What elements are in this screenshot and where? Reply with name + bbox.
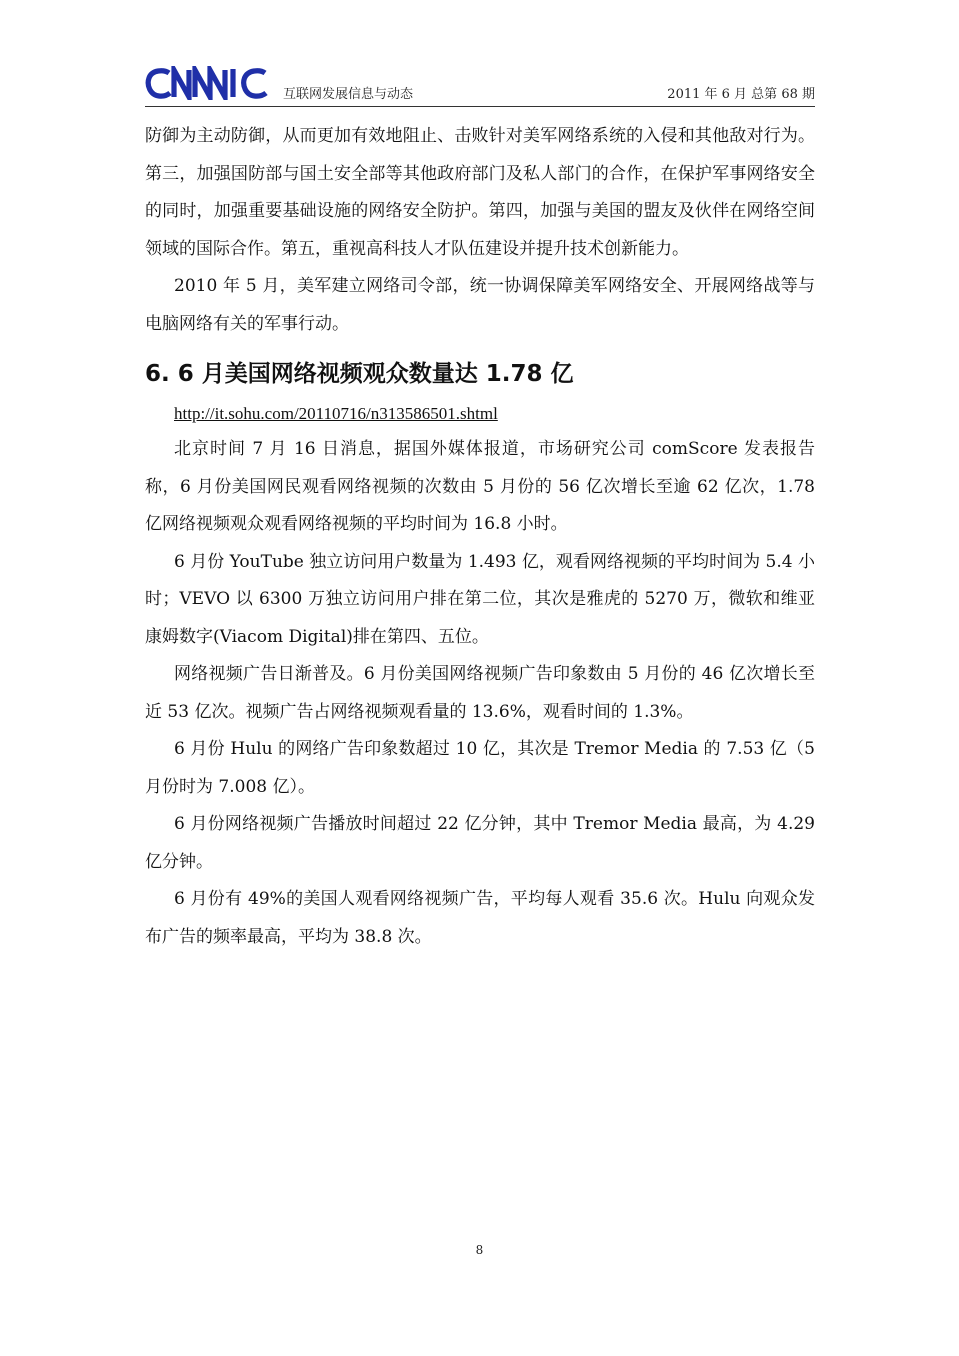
section-paragraph: 6 月份有 49%的美国人观看网络视频广告，平均每人观看 35.6 次。Hulu 向观众发布广告的频率最高，平均为 38.8 次。 xyxy=(145,889,815,947)
source-link[interactable]: http://it.sohu.com/20110716/n313586501.shtml xyxy=(174,404,498,423)
page-number: 8 xyxy=(475,1243,484,1257)
cnnic-logo xyxy=(145,66,273,100)
section-heading: 6. 6 月美国网络视频观众数量达 1.78 亿 xyxy=(145,361,574,387)
cnnic-logo-icon xyxy=(145,66,273,100)
header-divider xyxy=(145,106,815,107)
paragraph-cyber-command: 2010 年 5 月，美军建立网络司令部，统一协调保障美军网络安全、开展网络战等与电脑网络有关的军事行动。 xyxy=(145,276,815,334)
section-paragraph: 北京时间 7 月 16 日消息，据国外媒体报道，市场研究公司 comScore 发表报告称，6 月份美国网民观看网络视频的次数由 5 月份的 56 亿次增长至逾 62 亿次，1.78 亿网络视频观众观看网络视频的平均时间为 16.8 小时。 xyxy=(145,439,815,534)
continued-paragraph: 防御为主动防御，从而更加有效地阻止、击败针对美军网络系统的入侵和其他敌对行为。第三，加强国防部与国土安全部等其他政府部门及私人部门的合作，在保护军事网络安全的同时，加强重要基础设施的网络安全防护。第四，加强与美国的盟友及伙伴在网络空间领域的国际合作。第五，重视高科技人才队伍建设并提升技术创新能力。 xyxy=(145,126,815,259)
section-paragraph: 6 月份网络视频广告播放时间超过 22 亿分钟，其中 Tremor Media 最高，为 4.29 亿分钟。 xyxy=(145,814,815,872)
section-paragraph: 6 月份 Hulu 的网络广告印象数超过 10 亿，其次是 Tremor Media 的 7.53 亿（5 月份时为 7.008 亿）。 xyxy=(145,739,815,797)
section-paragraph: 6 月份 YouTube 独立访问用户数量为 1.493 亿，观看网络视频的平均时间为 5.4 小时；VEVO 以 6300 万独立访问用户排在第二位，其次是雅虎的 5270 万，微软和维亚康姆数字(Viacom Digital)排在第四、五位。 xyxy=(145,551,815,647)
page-header xyxy=(145,66,815,102)
section-paragraph: 网络视频广告日渐普及。6 月份美国网络视频广告印象数由 5 月份的 46 亿次增长至近 53 亿次。视频广告占网络视频观看量的 13.6%，观看时间的 1.3%。 xyxy=(145,664,815,722)
publication-subtitle: 互联网发展信息与动态 xyxy=(283,87,414,102)
page-content xyxy=(145,118,815,956)
issue-info: 2011 年 6 月 总第 68 期 xyxy=(667,87,815,102)
